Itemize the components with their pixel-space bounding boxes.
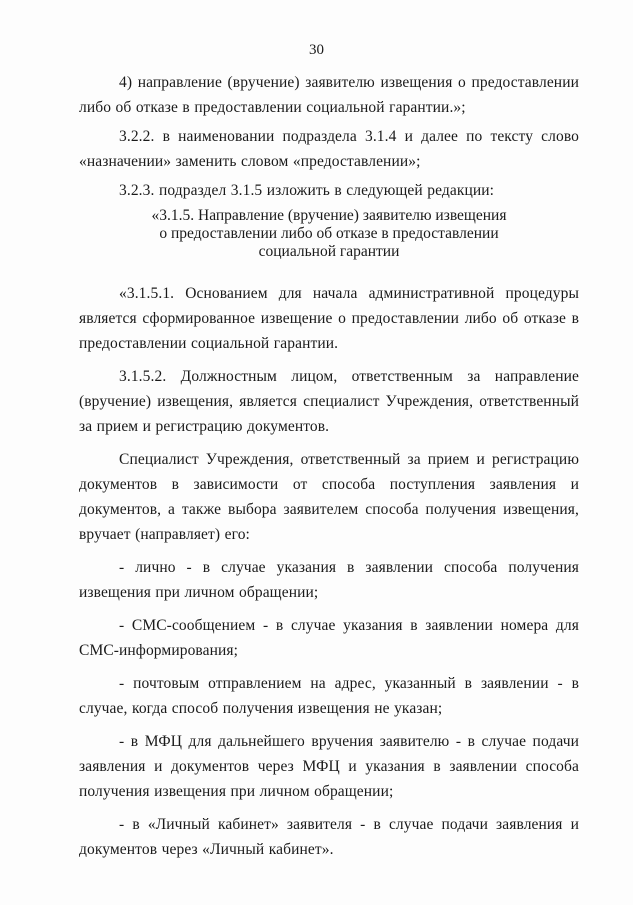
section-heading (79, 207, 579, 261)
list-item: - почтовым отправлением на адрес, указанный в заявлении - в случае, когда способ получения извещения не указан; (79, 675, 579, 717)
section-heading-line: «3.1.5. Направление (вручение) заявителю извещения (151, 207, 507, 224)
paragraph-specialist: Специалист Учреждения, ответственный за прием и регистрацию документов в зависимости от способа поступления заявления и документов, а также выбора заявителем способа получения извещения, вручает (направляет) его: (79, 451, 579, 543)
section-heading-line: социальной гарантии (258, 243, 400, 260)
list-item: - в «Личный кабинет» заявителя - в случае подачи заявления и документов через «Личный кабинет». (79, 816, 579, 858)
section-heading-line: о предоставлении либо об отказе в предоставлении (159, 225, 499, 242)
paragraph-3-2-2: 3.2.2. в наименовании подраздела 3.1.4 и далее по тексту слово «назначении» заменить словом «предоставлении»; (79, 128, 579, 170)
paragraph-3-2-3: 3.2.3. подраздел 3.1.5 изложить в следующей редакции: (119, 182, 495, 199)
list-item: - лично - в случае указания в заявлении способа получения извещения при личном обращении; (79, 559, 579, 601)
paragraph-3-1-5-1: «3.1.5.1. Основанием для начала административной процедуры является сформированное извещение о предоставлении либо об отказе в предоставлении социальной гарантии. (79, 285, 579, 352)
page-number: 30 (309, 42, 324, 58)
document-body (79, 70, 579, 862)
list-item: - в МФЦ для дальнейшего вручения заявителю - в случае подачи заявления и документов через МФЦ и указания в заявлении способа получения извещения при личном обращении; (79, 733, 579, 800)
paragraph-3-1-5-2: 3.1.5.2. Должностным лицом, ответственным за направление (вручение) извещения, является специалист Учреждения, ответственный за прием и регистрацию документов. (79, 368, 579, 435)
paragraph-item-4: 4) направление (вручение) заявителю извещения о предоставлении либо об отказе в предоставлении социальной гарантии.»; (79, 74, 579, 116)
list-item: - СМС-сообщением - в случае указания в заявлении номера для СМС-информирования; (79, 617, 579, 659)
